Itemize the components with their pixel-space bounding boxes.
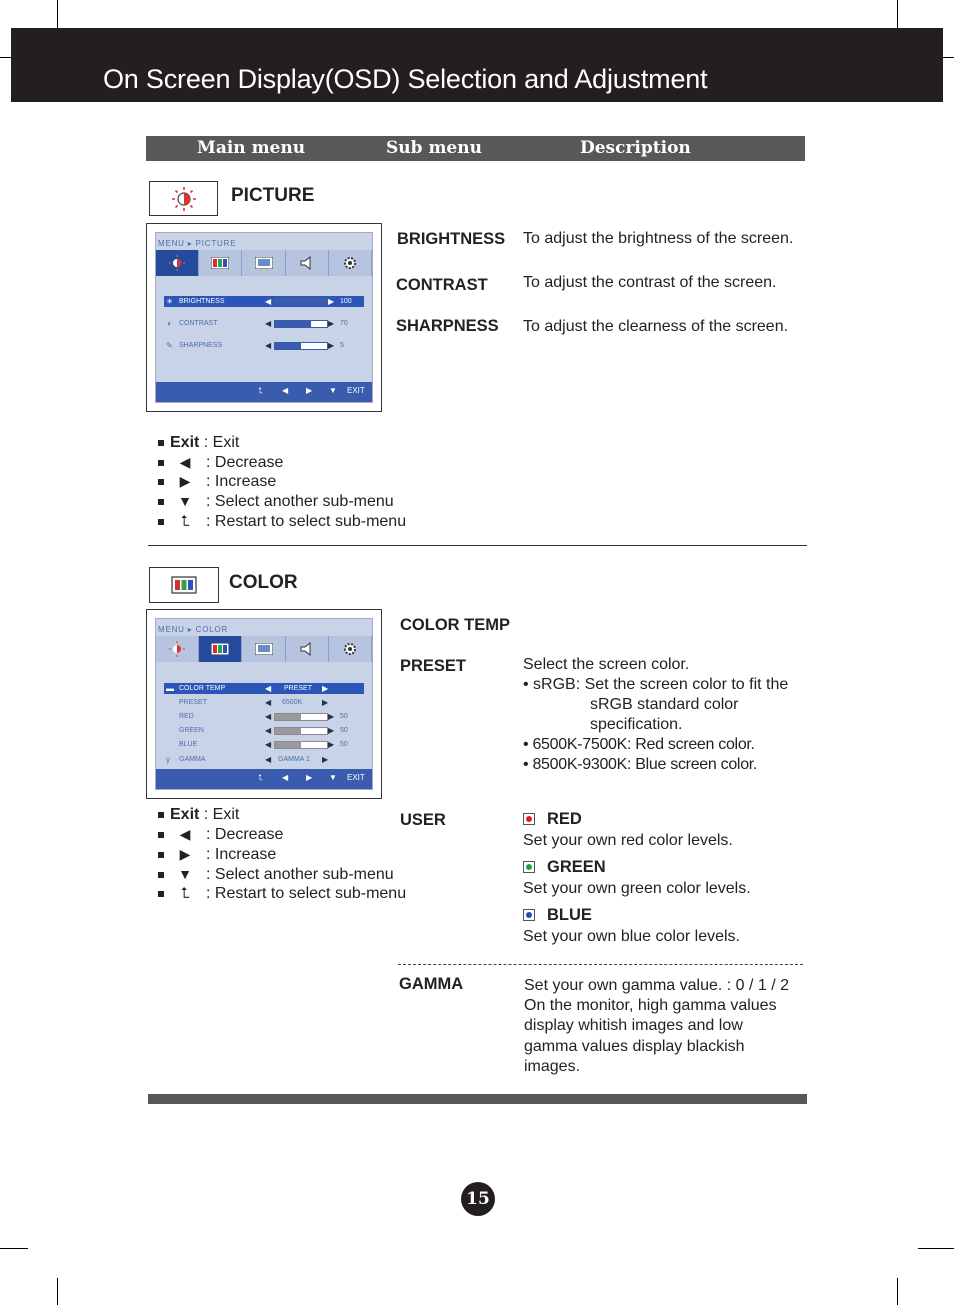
- osd-tab-color: [199, 636, 242, 662]
- osd-row-red: RED ◀ ▶ 50: [179, 712, 348, 721]
- legend-decrease: ◀ : Decrease: [158, 454, 283, 472]
- sharpness-icon: ✎: [166, 341, 173, 350]
- color-section-title: COLOR: [229, 572, 298, 593]
- down-arrow-icon: ▼: [329, 773, 337, 782]
- gear-icon: [343, 256, 357, 270]
- display-icon: [255, 643, 273, 655]
- left-arrow-icon: ◀: [265, 740, 272, 749]
- return-icon: ⮤: [258, 773, 263, 782]
- crop-mark: [897, 1278, 898, 1305]
- contrast-icon: ◑: [166, 319, 171, 328]
- legend-exit: Exit : Exit: [158, 806, 239, 824]
- right-arrow-icon: ▶: [322, 698, 329, 707]
- sharpness-desc: To adjust the clearness of the screen.: [523, 318, 789, 335]
- down-arrow-icon: ▼: [178, 866, 192, 882]
- osd-breadcrumb: MENU ▸ COLOR: [158, 625, 229, 634]
- gamma-desc-3: display whitish images and low: [524, 1017, 743, 1034]
- osd-breadcrumb: MENU ▸ PICTURE: [158, 239, 237, 248]
- crop-mark: [918, 1248, 954, 1249]
- legend-select: ▼ : Select another sub-menu: [158, 493, 394, 511]
- right-arrow-icon: ▶: [328, 297, 335, 306]
- user-green-desc: Set your own green color levels.: [523, 880, 751, 897]
- red-dot-icon: [523, 813, 535, 825]
- gamma-desc-4: gamma values display blackish: [524, 1038, 745, 1055]
- brightness-label: BRIGHTNESS: [397, 230, 506, 248]
- left-arrow-icon: ◀: [265, 712, 272, 721]
- column-main-menu: Main menu: [197, 138, 306, 158]
- left-arrow-icon: ◀: [265, 755, 272, 764]
- user-red-title: RED: [523, 810, 582, 829]
- osd-row-sharpness: ✎ SHARPNESS ◀ ▶ 5: [166, 341, 344, 350]
- return-icon: ⮤: [180, 885, 190, 902]
- osd-tab-picture: [156, 250, 199, 276]
- crop-mark: [943, 57, 954, 58]
- preset-desc-2: • sRGB: Set the screen color to fit the: [523, 676, 789, 693]
- osd-row-contrast: ◑ CONTRAST ◀ ▶ 70: [166, 319, 348, 328]
- brightness-desc: To adjust the brightness of the screen.: [523, 230, 794, 247]
- sun-icon: ☀: [166, 297, 174, 306]
- contrast-label: CONTRAST: [396, 276, 488, 294]
- legend-restart: ⮤ : Restart to select sub-menu: [158, 885, 406, 903]
- osd-nav-bar: [156, 382, 372, 402]
- left-arrow-icon: ◀: [265, 698, 272, 707]
- preset-desc-4: specification.: [590, 716, 683, 733]
- right-arrow-icon: ▶: [328, 712, 335, 721]
- crop-mark: [0, 1248, 28, 1249]
- user-green-title: GREEN: [523, 858, 606, 877]
- left-arrow-icon: ◀: [282, 773, 289, 782]
- osd-row-color-temp: ▬ COLOR TEMP ◀ PRESET ▶: [164, 683, 364, 694]
- color-menu-icon-box: [149, 567, 219, 603]
- right-arrow-icon: ▶: [179, 846, 191, 862]
- sharpness-label: SHARPNESS: [396, 317, 499, 335]
- contrast-desc: To adjust the contrast of the screen.: [523, 274, 777, 291]
- legend-increase: ▶ : Increase: [158, 473, 276, 491]
- osd-tab-sound: [286, 636, 329, 662]
- section-divider: [148, 545, 807, 546]
- left-arrow-icon: ◀: [179, 454, 191, 470]
- column-sub-menu: Sub menu: [386, 138, 482, 158]
- footer-bar: [148, 1094, 807, 1104]
- right-arrow-icon: ▶: [179, 473, 191, 489]
- crop-mark: [57, 0, 58, 28]
- preset-desc-1: Select the screen color.: [523, 656, 690, 673]
- osd-nav-bar: [156, 769, 372, 789]
- gamma-label: GAMMA: [399, 975, 464, 993]
- right-arrow-icon: ▶: [328, 740, 335, 749]
- down-arrow-icon: ▼: [178, 493, 192, 509]
- return-icon: ⮤: [180, 513, 190, 530]
- brightness-icon: [169, 255, 185, 271]
- user-red-desc: Set your own red color levels.: [523, 832, 733, 849]
- osd-row-blue: BLUE ◀ ▶ 50: [179, 740, 348, 749]
- picture-menu-icon-box: [149, 181, 218, 216]
- display-icon: [255, 257, 273, 269]
- osd-tab-picture: [156, 636, 199, 662]
- gamma-desc-5: images.: [524, 1058, 581, 1075]
- blue-level-bar: [274, 741, 328, 749]
- gamma-icon: γ: [166, 755, 170, 764]
- osd-row-brightness: ☀ BRIGHTNESS ◀ ▶ 100: [164, 296, 364, 307]
- osd-tab-setup: [329, 636, 372, 662]
- osd-tab-display: [242, 250, 285, 276]
- return-icon: ⮤: [258, 386, 263, 395]
- osd-exit-label: EXIT: [347, 773, 365, 782]
- preset-label: PRESET: [400, 657, 467, 675]
- osd-row-gamma: γ GAMMA ◀ GAMMA 1 ▶: [166, 755, 329, 764]
- picture-section-title: PICTURE: [231, 185, 315, 206]
- legend-increase: ▶ : Increase: [158, 846, 276, 864]
- crop-mark: [0, 57, 11, 58]
- page-number: 15: [461, 1182, 495, 1216]
- left-arrow-icon: ◀: [265, 684, 272, 693]
- green-level-bar: [274, 727, 328, 735]
- sharpness-level-bar: [274, 342, 328, 350]
- osd-tab-setup: [329, 250, 372, 276]
- contrast-level-bar: [274, 320, 328, 328]
- legend-select: ▼ : Select another sub-menu: [158, 866, 394, 884]
- brightness-icon: [169, 641, 185, 657]
- left-arrow-icon: ◀: [179, 826, 191, 842]
- right-arrow-icon: ▶: [306, 773, 313, 782]
- osd-tab-color: [199, 250, 242, 276]
- gamma-desc-1: Set your own gamma value. : 0 / 1 / 2: [524, 977, 790, 994]
- color-osd-screenshot: [146, 609, 382, 799]
- right-arrow-icon: ▶: [322, 684, 329, 693]
- osd-tab-display: [242, 636, 285, 662]
- legend-exit: Exit : Exit: [158, 434, 239, 452]
- user-label: USER: [400, 811, 446, 829]
- right-arrow-icon: ▶: [328, 319, 335, 328]
- left-arrow-icon: ◀: [265, 319, 272, 328]
- brightness-icon: [150, 182, 217, 215]
- legend-decrease: ◀ : Decrease: [158, 826, 283, 844]
- column-description: Description: [580, 138, 691, 158]
- right-arrow-icon: ▶: [328, 341, 335, 350]
- preset-desc-6: • 8500K-9300K: Blue screen color.: [523, 756, 758, 773]
- speaker-icon: [300, 642, 314, 656]
- green-dot-icon: [523, 861, 535, 873]
- color-bars-icon: [211, 643, 229, 655]
- user-blue-title: BLUE: [523, 906, 592, 925]
- osd-tabs: [156, 250, 372, 276]
- osd-tabs: [156, 636, 372, 662]
- osd-tab-sound: [286, 250, 329, 276]
- speaker-icon: [300, 256, 314, 270]
- left-arrow-icon: ◀: [265, 726, 272, 735]
- minus-icon: ▬: [166, 684, 174, 693]
- brightness-level-bar: [274, 298, 328, 306]
- legend-restart: ⮤ : Restart to select sub-menu: [158, 513, 406, 531]
- left-arrow-icon: ◀: [282, 386, 289, 395]
- blue-dot-icon: [523, 909, 535, 921]
- right-arrow-icon: ▶: [306, 386, 313, 395]
- red-level-bar: [274, 713, 328, 721]
- left-arrow-icon: ◀: [265, 297, 272, 306]
- preset-desc-5: • 6500K-7500K: Red screen color.: [523, 736, 755, 753]
- osd-exit-label: EXIT: [347, 386, 365, 395]
- color-bars-icon: [150, 568, 218, 602]
- right-arrow-icon: ▶: [322, 755, 329, 764]
- preset-desc-3: sRGB standard color: [590, 696, 739, 713]
- crop-mark: [57, 1278, 58, 1305]
- left-arrow-icon: ◀: [265, 341, 272, 350]
- page-title: On Screen Display(OSD) Selection and Adjustment: [103, 64, 708, 94]
- down-arrow-icon: ▼: [329, 386, 337, 395]
- gamma-desc-2: On the monitor, high gamma values: [524, 997, 777, 1014]
- user-blue-desc: Set your own blue color levels.: [523, 928, 740, 945]
- color-temp-label: COLOR TEMP: [400, 616, 510, 634]
- gear-icon: [343, 642, 357, 656]
- column-header-bar: [146, 136, 805, 161]
- color-bars-icon: [211, 257, 229, 269]
- osd-row-green: GREEN ◀ ▶ 50: [179, 726, 348, 735]
- osd-row-preset: PRESET ◀ 6500K ▶: [179, 698, 329, 707]
- dashed-divider: [398, 964, 803, 965]
- picture-osd-screenshot: [146, 223, 382, 412]
- right-arrow-icon: ▶: [328, 726, 335, 735]
- page-header: [11, 28, 943, 102]
- crop-mark: [897, 0, 898, 28]
